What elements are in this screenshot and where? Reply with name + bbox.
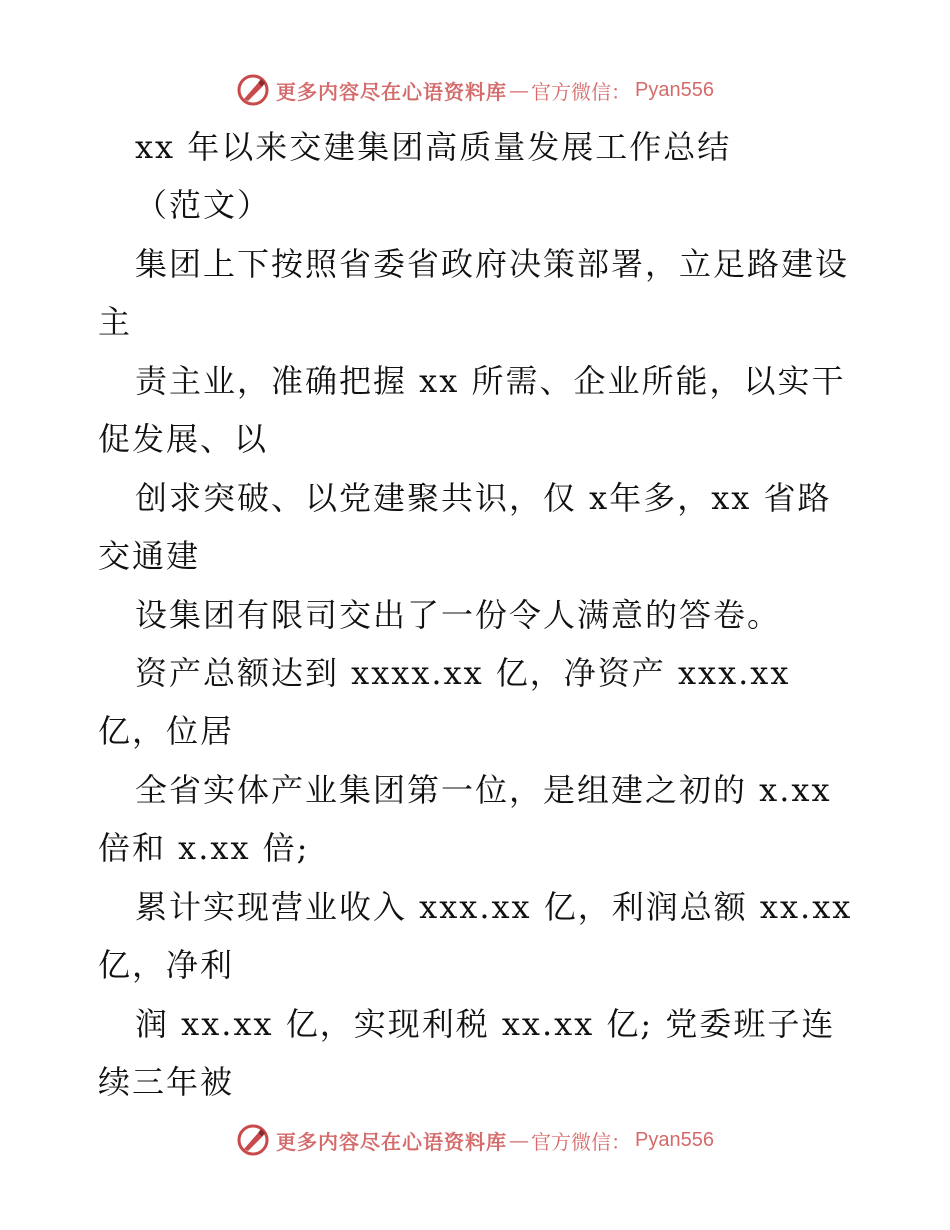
document-subtitle: （范文） [135, 186, 272, 224]
pen-logo-icon [236, 1123, 270, 1157]
text-line: 促发展、以 [98, 420, 269, 458]
watermark-text: 更多内容尽在心语资料库 [276, 1129, 508, 1154]
text-line: 集团上下按照省委省政府决策部署，立足路建设 [135, 245, 850, 283]
watermark-wechat: Pyan556 [635, 1128, 714, 1151]
watermark-suffix: 官方微信： [531, 79, 632, 104]
text-line: 亿，位居 [98, 712, 235, 750]
text-line: 主 [98, 303, 133, 341]
watermark-wechat: Pyan556 [635, 78, 714, 101]
text-line: 创求突破、以党建聚共识，仅 x年多，xx 省路 [135, 479, 832, 517]
text-line: 责主业，准确把握 xx 所需、企业所能，以实干 [135, 362, 846, 400]
text-line: 全省实体产业集团第一位，是组建之初的 x.xx [135, 771, 832, 809]
watermark-separator: — [509, 1128, 530, 1152]
watermark-suffix: 官方微信： [531, 1129, 632, 1154]
text-line: 资产总额达到 xxxx.xx 亿，净资产 xxx.xx [135, 654, 791, 692]
text-line: 倍和 x.xx 倍; [98, 829, 310, 867]
document-title: xx 年以来交建集团高质量发展工作总结 [135, 128, 732, 166]
text-line: 续三年被 [98, 1063, 235, 1101]
text-line: 设集团有限司交出了一份令人满意的答卷。 [135, 596, 782, 634]
text-line: 亿，净利 [98, 946, 235, 984]
text-line: 累计实现营业收入 xxx.xx 亿，利润总额 xx.xx [135, 888, 853, 926]
watermark-footer [0, 1120, 950, 1160]
text-line: 润 xx.xx 亿，实现利税 xx.xx 亿; 党委班子连 [135, 1005, 836, 1043]
text-line: 交通建 [98, 537, 201, 575]
watermark-separator: — [509, 78, 530, 102]
watermark-text: 更多内容尽在心语资料库 [276, 79, 508, 104]
